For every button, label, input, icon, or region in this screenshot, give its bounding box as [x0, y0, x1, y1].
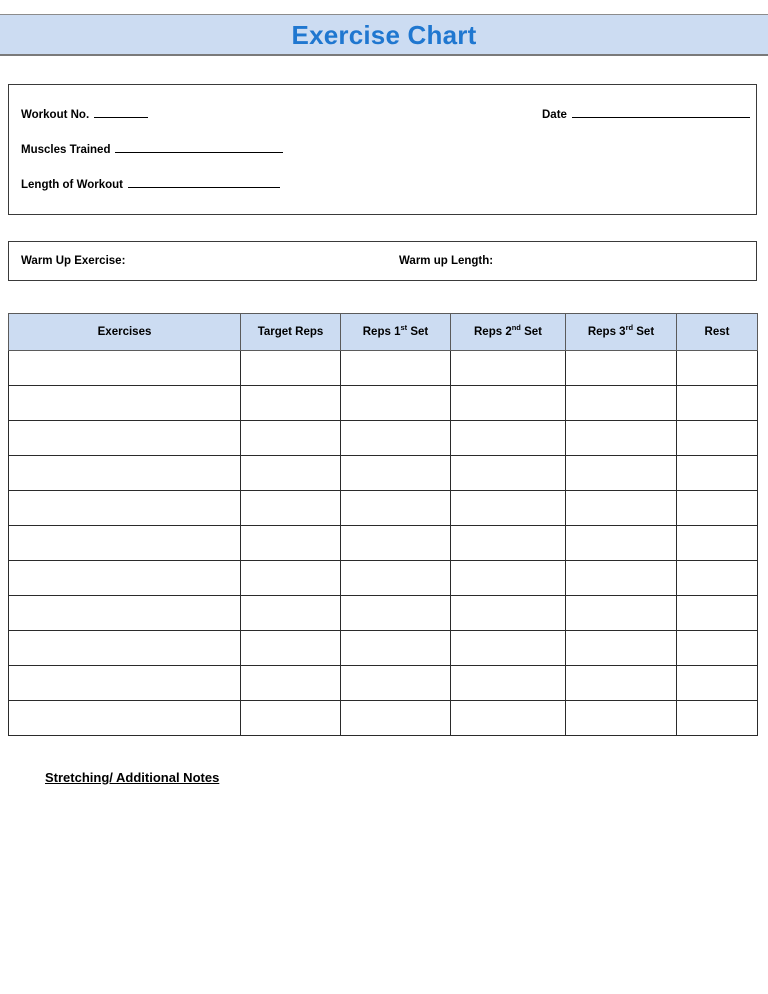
exercise-table — [8, 313, 758, 736]
column-header-rest: Rest — [677, 314, 758, 351]
cell-rest[interactable] — [677, 386, 758, 421]
cell-target-reps[interactable] — [241, 561, 341, 596]
cell-exercise[interactable] — [9, 701, 241, 736]
cell-rest[interactable] — [677, 561, 758, 596]
cell-target-reps[interactable] — [241, 351, 341, 386]
page-title: Exercise Chart — [291, 19, 477, 50]
ordinal-suffix-rd: rd — [625, 323, 634, 333]
cell-target-reps[interactable] — [241, 596, 341, 631]
table-row — [9, 351, 758, 386]
cell-set-3[interactable] — [566, 526, 677, 561]
cell-target-reps[interactable] — [241, 421, 341, 456]
cell-exercise[interactable] — [9, 666, 241, 701]
table-row — [9, 491, 758, 526]
cell-set-1[interactable] — [341, 596, 451, 631]
cell-set-1[interactable] — [341, 351, 451, 386]
table-row — [9, 421, 758, 456]
cell-rest[interactable] — [677, 351, 758, 386]
table-row — [9, 701, 758, 736]
muscles-trained-label: Muscles Trained — [21, 144, 111, 156]
table-header-row — [9, 314, 758, 351]
table-row — [9, 631, 758, 666]
column-header-reps-set-3: Reps 3rd Set — [566, 314, 677, 351]
table-row — [9, 456, 758, 491]
cell-exercise[interactable] — [9, 491, 241, 526]
cell-set-3[interactable] — [566, 596, 677, 631]
cell-target-reps[interactable] — [241, 526, 341, 561]
cell-target-reps[interactable] — [241, 631, 341, 666]
cell-set-1[interactable] — [341, 386, 451, 421]
cell-target-reps[interactable] — [241, 386, 341, 421]
column-header-exercises: Exercises — [9, 314, 241, 351]
cell-set-2[interactable] — [451, 596, 566, 631]
cell-rest[interactable] — [677, 491, 758, 526]
workout-number-input[interactable] — [94, 106, 148, 118]
table-row — [9, 561, 758, 596]
workout-info-box — [8, 84, 757, 215]
cell-exercise[interactable] — [9, 351, 241, 386]
cell-set-2[interactable] — [451, 351, 566, 386]
cell-set-2[interactable] — [451, 666, 566, 701]
table-row — [9, 526, 758, 561]
workout-number-field[interactable] — [21, 106, 148, 121]
length-of-workout-input[interactable] — [128, 176, 280, 188]
cell-set-3[interactable] — [566, 561, 677, 596]
cell-target-reps[interactable] — [241, 491, 341, 526]
cell-rest[interactable] — [677, 666, 758, 701]
ordinal-suffix-nd: nd — [511, 323, 521, 333]
cell-target-reps[interactable] — [241, 701, 341, 736]
cell-set-2[interactable] — [451, 491, 566, 526]
cell-exercise[interactable] — [9, 421, 241, 456]
cell-set-2[interactable] — [451, 386, 566, 421]
cell-set-3[interactable] — [566, 386, 677, 421]
length-of-workout-field[interactable] — [21, 176, 280, 191]
cell-set-3[interactable] — [566, 456, 677, 491]
table-row — [9, 666, 758, 701]
cell-set-1[interactable] — [341, 526, 451, 561]
cell-set-1[interactable] — [341, 421, 451, 456]
cell-rest[interactable] — [677, 526, 758, 561]
column-header-target-reps: Target Reps — [241, 314, 341, 351]
warm-up-box — [8, 241, 757, 281]
cell-set-1[interactable] — [341, 631, 451, 666]
cell-set-1[interactable] — [341, 561, 451, 596]
cell-target-reps[interactable] — [241, 666, 341, 701]
cell-rest[interactable] — [677, 701, 758, 736]
cell-set-1[interactable] — [341, 456, 451, 491]
cell-set-1[interactable] — [341, 491, 451, 526]
cell-set-3[interactable] — [566, 351, 677, 386]
cell-set-3[interactable] — [566, 491, 677, 526]
cell-exercise[interactable] — [9, 596, 241, 631]
cell-rest[interactable] — [677, 631, 758, 666]
column-header-reps-set-2: Reps 2nd Set — [451, 314, 566, 351]
cell-exercise[interactable] — [9, 386, 241, 421]
exercise-table-header — [9, 314, 758, 351]
length-of-workout-label: Length of Workout — [21, 179, 123, 191]
cell-set-2[interactable] — [451, 526, 566, 561]
cell-rest[interactable] — [677, 421, 758, 456]
cell-set-2[interactable] — [451, 421, 566, 456]
cell-set-1[interactable] — [341, 666, 451, 701]
page-title-banner — [0, 14, 768, 56]
cell-set-3[interactable] — [566, 701, 677, 736]
cell-exercise[interactable] — [9, 561, 241, 596]
date-input[interactable] — [572, 106, 750, 118]
cell-exercise[interactable] — [9, 456, 241, 491]
cell-set-2[interactable] — [451, 561, 566, 596]
warm-up-exercise-label: Warm Up Exercise: — [21, 255, 126, 267]
cell-set-2[interactable] — [451, 456, 566, 491]
table-row — [9, 596, 758, 631]
cell-set-2[interactable] — [451, 631, 566, 666]
cell-rest[interactable] — [677, 596, 758, 631]
cell-set-1[interactable] — [341, 701, 451, 736]
stretching-notes-heading: Stretching/ Additional Notes — [45, 770, 220, 785]
muscles-trained-field[interactable] — [21, 141, 283, 156]
date-field[interactable] — [542, 106, 750, 121]
warm-up-length-label: Warm up Length: — [399, 255, 494, 267]
cell-exercise[interactable] — [9, 631, 241, 666]
cell-exercise[interactable] — [9, 526, 241, 561]
cell-set-3[interactable] — [566, 666, 677, 701]
exercise-table-body — [9, 351, 758, 736]
cell-set-2[interactable] — [451, 701, 566, 736]
ordinal-suffix-st: st — [400, 323, 408, 333]
cell-set-3[interactable] — [566, 631, 677, 666]
cell-set-3[interactable] — [566, 421, 677, 456]
cell-target-reps[interactable] — [241, 456, 341, 491]
workout-number-label: Workout No. — [21, 109, 90, 121]
column-header-reps-set-1: Reps 1st Set — [341, 314, 451, 351]
cell-rest[interactable] — [677, 456, 758, 491]
table-row — [9, 386, 758, 421]
date-label: Date — [542, 109, 567, 121]
muscles-trained-input[interactable] — [115, 141, 283, 153]
